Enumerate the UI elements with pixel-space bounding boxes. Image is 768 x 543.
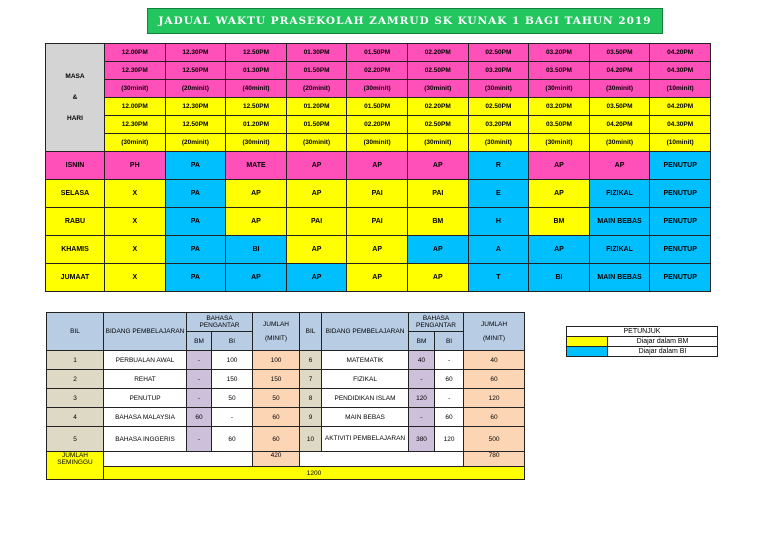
time-slot-b-0: 12.30PM xyxy=(105,116,166,134)
time-slot-b-6: 03.20PM xyxy=(468,116,529,134)
summary-cell-name: PERBUALAN AWAL xyxy=(104,351,187,370)
lesson-cell: PENUTUP xyxy=(650,152,711,180)
summary-cell-jumlah2: 500 xyxy=(464,427,525,452)
lesson-cell: A xyxy=(468,236,529,264)
time-slot-b-3: 01.50PM xyxy=(286,116,347,134)
lesson-cell: PA xyxy=(165,236,226,264)
jumlah-header: JUMLAH (MINIT) xyxy=(253,313,300,351)
summary-cell-bm2: 120 xyxy=(409,389,435,408)
time-slot-a-9: (10minit) xyxy=(650,80,711,98)
lesson-cell: PA xyxy=(165,152,226,180)
day-label-isnin: ISNIN xyxy=(46,152,105,180)
summary-cell-jumlah2: 60 xyxy=(464,408,525,427)
lesson-cell: X xyxy=(105,180,166,208)
time-slot-a-0: 12.30PM xyxy=(105,62,166,80)
time-slot-a-2: (40minit) xyxy=(226,80,287,98)
time-slot-b-3: 01.20PM xyxy=(286,98,347,116)
summary-cell-bm: - xyxy=(187,427,212,452)
lesson-cell: E xyxy=(468,180,529,208)
lesson-cell: PAI xyxy=(407,180,468,208)
time-slot-a-6: (30minit) xyxy=(468,80,529,98)
lesson-cell: AP xyxy=(226,208,287,236)
summary-cell-jumlah: 60 xyxy=(253,408,300,427)
bm-header-2: BM xyxy=(409,332,435,351)
time-slot-a-1: (20minit) xyxy=(165,80,226,98)
lesson-cell: BM xyxy=(407,208,468,236)
lesson-cell: H xyxy=(468,208,529,236)
timetable xyxy=(45,43,711,292)
summary-cell-bil2: 9 xyxy=(300,408,322,427)
lesson-cell: PA xyxy=(165,264,226,292)
jumlah-header-2: JUMLAH (MINIT) xyxy=(464,313,525,351)
corner-label: MASA xyxy=(65,73,85,80)
summary-cell-jumlah: 100 xyxy=(253,351,300,370)
summary-cell-name: PENUTUP xyxy=(104,389,187,408)
time-slot-b-4: (30minit) xyxy=(347,134,408,152)
lesson-cell: AP xyxy=(347,264,408,292)
time-slot-a-0: 12.00PM xyxy=(105,44,166,62)
legend-label-bm: Diajar dalam BM xyxy=(608,337,718,347)
bi-header-2: BI xyxy=(435,332,464,351)
summary-cell-bm2: 380 xyxy=(409,427,435,452)
time-slot-a-5: 02.20PM xyxy=(407,44,468,62)
day-label-rabu: RABU xyxy=(46,208,105,236)
time-slot-a-8: 04.20PM xyxy=(589,62,650,80)
summary-cell-bil: 3 xyxy=(47,389,104,408)
time-slot-b-9: (10minit) xyxy=(650,134,711,152)
jumlah-seminggu-label: JUMLAH SEMINGGU xyxy=(47,452,104,480)
summary-cell-name2: MAIN BEBAS xyxy=(322,408,409,427)
summary-cell-jumlah2: 120 xyxy=(464,389,525,408)
lesson-cell: AP xyxy=(286,264,347,292)
lesson-cell: R xyxy=(468,152,529,180)
lesson-cell: BM xyxy=(529,208,590,236)
legend-title: PETUNJUK xyxy=(567,327,718,337)
time-slot-a-0: (30minit) xyxy=(105,80,166,98)
lesson-cell: AP xyxy=(286,180,347,208)
summary-cell-bm: - xyxy=(187,389,212,408)
lesson-cell: AP xyxy=(347,236,408,264)
legend xyxy=(566,326,718,357)
lesson-cell: FIZIKAL xyxy=(589,180,650,208)
time-slot-b-8: 04.20PM xyxy=(589,116,650,134)
summary-cell-bm: - xyxy=(187,370,212,389)
time-slot-b-7: (30minit) xyxy=(529,134,590,152)
legend-swatch-bm xyxy=(567,337,608,347)
lesson-cell: PENUTUP xyxy=(650,264,711,292)
summary-cell-bm2: - xyxy=(409,370,435,389)
time-slot-a-8: (30minit) xyxy=(589,80,650,98)
summary-cell-bil2: 6 xyxy=(300,351,322,370)
time-slot-a-8: 03.50PM xyxy=(589,44,650,62)
time-slot-a-5: 02.50PM xyxy=(407,62,468,80)
corner-label: HARI xyxy=(67,115,83,122)
time-slot-b-3: (30minit) xyxy=(286,134,347,152)
lesson-cell: PENUTUP xyxy=(650,180,711,208)
time-slot-a-3: 01.50PM xyxy=(286,62,347,80)
time-slot-a-4: 02.20PM xyxy=(347,62,408,80)
summary-cell-name2: PENDIDIKAN ISLAM xyxy=(322,389,409,408)
summary-cell-name: BAHASA MALAYSIA xyxy=(104,408,187,427)
lesson-cell: PH xyxy=(105,152,166,180)
day-label-khamis: KHAMIS xyxy=(46,236,105,264)
summary-cell-bi2: - xyxy=(435,351,464,370)
lesson-cell: AP xyxy=(286,236,347,264)
day-label-selasa: SELASA xyxy=(46,180,105,208)
summary-cell-name2: FIZIKAL xyxy=(322,370,409,389)
bidang-header: BIDANG PEMBELAJARAN xyxy=(104,313,187,351)
time-slot-b-6: 02.50PM xyxy=(468,98,529,116)
time-slot-b-4: 02.20PM xyxy=(347,116,408,134)
lesson-cell: PA xyxy=(165,208,226,236)
time-slot-a-3: (20minit) xyxy=(286,80,347,98)
grand-total: 1200 xyxy=(104,467,525,480)
lesson-cell: T xyxy=(468,264,529,292)
bahasa-header: BAHASA PENGANTAR xyxy=(187,313,253,332)
summary-cell-jumlah: 150 xyxy=(253,370,300,389)
bil-header-2: BIL xyxy=(300,313,322,351)
page-title: JADUAL WAKTU PRASEKOLAH ZAMRUD SK KUNAK 1 BAGI TAHUN 2019 xyxy=(147,8,663,34)
summary-cell-name: BAHASA INGGERIS xyxy=(104,427,187,452)
summary-cell-bi2: 120 xyxy=(435,427,464,452)
lesson-cell: AP xyxy=(407,264,468,292)
time-slot-b-2: 12.50PM xyxy=(226,98,287,116)
time-slot-b-2: 01.20PM xyxy=(226,116,287,134)
total-spacer-2 xyxy=(300,452,464,467)
total-right: 780 xyxy=(464,452,525,467)
total-left: 420 xyxy=(253,452,300,467)
time-slot-b-2: (30minit) xyxy=(226,134,287,152)
summary-cell-bi2: 60 xyxy=(435,408,464,427)
time-slot-a-7: 03.20PM xyxy=(529,44,590,62)
summary-cell-bi2: - xyxy=(435,389,464,408)
time-slot-b-6: (30minit) xyxy=(468,134,529,152)
summary-cell-bil2: 8 xyxy=(300,389,322,408)
lesson-cell: PAI xyxy=(347,208,408,236)
legend-swatch-bi xyxy=(567,347,608,357)
time-slot-b-8: 03.50PM xyxy=(589,98,650,116)
summary-cell-jumlah: 60 xyxy=(253,427,300,452)
lesson-cell: PAI xyxy=(347,180,408,208)
lesson-cell: FIZIKAL xyxy=(589,236,650,264)
lesson-cell: AP xyxy=(529,236,590,264)
time-slot-a-7: (30minit) xyxy=(529,80,590,98)
time-slot-b-4: 01.50PM xyxy=(347,98,408,116)
summary-cell-jumlah: 50 xyxy=(253,389,300,408)
lesson-cell: AP xyxy=(529,180,590,208)
lesson-cell: AP xyxy=(407,152,468,180)
lesson-cell: AP xyxy=(226,264,287,292)
lesson-cell: AP xyxy=(226,180,287,208)
bidang-header-2: BIDANG PEMBELAJARAN xyxy=(322,313,409,351)
lesson-cell: AP xyxy=(286,152,347,180)
legend-label-bi: Diajar dalam BI xyxy=(608,347,718,357)
time-slot-b-5: 02.20PM xyxy=(407,98,468,116)
summary-table xyxy=(46,312,525,480)
time-slot-a-2: 12.50PM xyxy=(226,44,287,62)
time-slot-a-6: 02.50PM xyxy=(468,44,529,62)
summary-cell-bil2: 7 xyxy=(300,370,322,389)
time-slot-b-9: 04.20PM xyxy=(650,98,711,116)
time-slot-b-0: 12.00PM xyxy=(105,98,166,116)
lesson-cell: AP xyxy=(589,152,650,180)
time-slot-b-1: 12.30PM xyxy=(165,98,226,116)
time-slot-a-2: 01.30PM xyxy=(226,62,287,80)
lesson-cell: MAIN BEBAS xyxy=(589,264,650,292)
summary-cell-bil: 5 xyxy=(47,427,104,452)
time-slot-a-7: 03.50PM xyxy=(529,62,590,80)
summary-cell-jumlah2: 40 xyxy=(464,351,525,370)
day-label-jumaat: JUMAAT xyxy=(46,264,105,292)
lesson-cell: AP xyxy=(529,152,590,180)
time-day-corner xyxy=(46,44,105,152)
time-slot-a-4: (30minit) xyxy=(347,80,408,98)
lesson-cell: PENUTUP xyxy=(650,208,711,236)
time-slot-b-9: 04.30PM xyxy=(650,116,711,134)
lesson-cell: MATE xyxy=(226,152,287,180)
summary-cell-bil: 4 xyxy=(47,408,104,427)
lesson-cell: PA xyxy=(165,180,226,208)
summary-cell-bm2: 40 xyxy=(409,351,435,370)
time-slot-a-9: 04.30PM xyxy=(650,62,711,80)
lesson-cell: PAI xyxy=(286,208,347,236)
bm-header: BM xyxy=(187,332,212,351)
lesson-cell: MAIN BEBAS xyxy=(589,208,650,236)
summary-cell-bm2: - xyxy=(409,408,435,427)
time-slot-b-5: (30minit) xyxy=(407,134,468,152)
lesson-cell: BI xyxy=(529,264,590,292)
summary-cell-bi: - xyxy=(212,408,253,427)
total-spacer xyxy=(104,452,253,467)
time-slot-a-1: 12.30PM xyxy=(165,44,226,62)
time-slot-a-6: 03.20PM xyxy=(468,62,529,80)
time-slot-a-1: 12.50PM xyxy=(165,62,226,80)
time-slot-a-4: 01.50PM xyxy=(347,44,408,62)
lesson-cell: PENUTUP xyxy=(650,236,711,264)
summary-cell-bil: 1 xyxy=(47,351,104,370)
summary-cell-bm: 60 xyxy=(187,408,212,427)
bahasa-header-2: BAHASA PENGANTAR xyxy=(409,313,464,332)
time-slot-a-9: 04.20PM xyxy=(650,44,711,62)
summary-cell-bi2: 60 xyxy=(435,370,464,389)
time-slot-b-0: (30minit) xyxy=(105,134,166,152)
time-slot-b-5: 02.50PM xyxy=(407,116,468,134)
summary-cell-jumlah2: 60 xyxy=(464,370,525,389)
lesson-cell: X xyxy=(105,236,166,264)
summary-cell-bm: - xyxy=(187,351,212,370)
time-slot-a-3: 01.30PM xyxy=(286,44,347,62)
time-slot-b-1: (20minit) xyxy=(165,134,226,152)
summary-cell-name: REHAT xyxy=(104,370,187,389)
lesson-cell: X xyxy=(105,264,166,292)
summary-cell-name2: MATEMATIK xyxy=(322,351,409,370)
summary-cell-bil: 2 xyxy=(47,370,104,389)
time-slot-b-8: (30minit) xyxy=(589,134,650,152)
time-slot-b-7: 03.50PM xyxy=(529,116,590,134)
summary-cell-bil2: 10 xyxy=(300,427,322,452)
time-slot-b-1: 12.50PM xyxy=(165,116,226,134)
bil-header: BIL xyxy=(47,313,104,351)
lesson-cell: BI xyxy=(226,236,287,264)
lesson-cell: AP xyxy=(407,236,468,264)
corner-label: & xyxy=(72,94,78,101)
time-slot-b-7: 03.20PM xyxy=(529,98,590,116)
summary-cell-bi: 150 xyxy=(212,370,253,389)
lesson-cell: AP xyxy=(347,152,408,180)
summary-cell-bi: 60 xyxy=(212,427,253,452)
time-slot-a-5: (30minit) xyxy=(407,80,468,98)
summary-cell-bi: 100 xyxy=(212,351,253,370)
summary-cell-bi: 50 xyxy=(212,389,253,408)
lesson-cell: X xyxy=(105,208,166,236)
bi-header: BI xyxy=(212,332,253,351)
summary-cell-name2: AKTIVITI PEMBELAJARAN xyxy=(322,427,409,452)
